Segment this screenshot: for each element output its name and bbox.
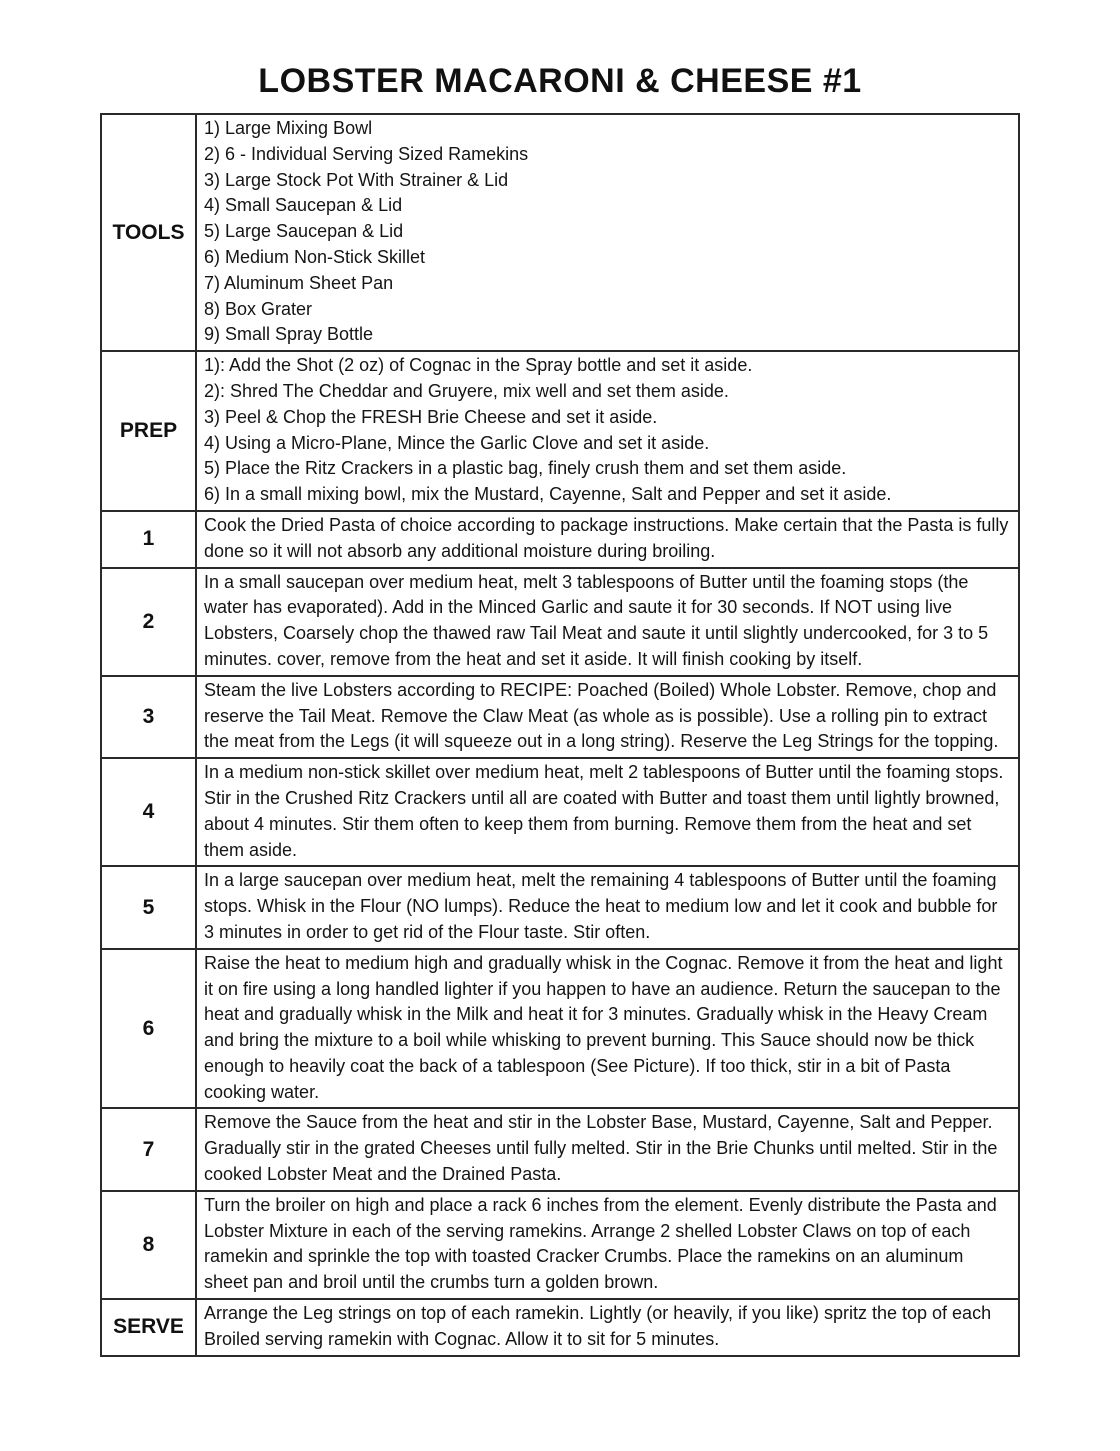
row-label: TOOLS	[102, 115, 197, 350]
recipe-row-serve	[102, 1300, 1018, 1355]
row-content: Raise the heat to medium high and gradually whisk in the Cognac. Remove it from the heat and light it on fire using a long handled lighter if you happen to have an audience. Return the saucepan to the heat and gradually whisk in the Milk and heat it for 3 minutes. Gradually whisk in the Heavy Cream and bring the mixture to a boil while whisking to prevent burning. This Sauce should now be thick enough to heavily coat the back of a tablespoon (See Picture). If too thick, stir in a bit of Pasta cooking water.	[204, 952, 1003, 1102]
row-content	[197, 352, 1018, 510]
list-line: 2) 6 - Individual Serving Sized Ramekins	[204, 143, 529, 164]
list-line: 6) In a small mixing bowl, mix the Mustard, Cayenne, Salt and Pepper and set it aside.	[204, 484, 892, 505]
recipe-row-tools	[102, 115, 1018, 352]
row-label: SERVE	[102, 1300, 197, 1355]
list-line: 5) Place the Ritz Crackers in a plastic bag, finely crush them and set them aside.	[204, 458, 847, 479]
list-line: 4) Using a Micro-Plane, Mince the Garlic Clove and set it aside.	[204, 432, 710, 453]
recipe-row-4	[102, 759, 1018, 867]
recipe-row-6	[102, 950, 1018, 1110]
row-content: In a small saucepan over medium heat, melt 3 tablespoons of Butter until the foaming stops (the water has evaporated). Add in the Minced Garlic and saute it for 30 seconds. If NOT using live Lobsters, Coarsely chop the thawed raw Tail Meat and saute it until slightly undercooked, for 3 to 5 minutes. cover, remove from the heat and set it aside. It will finish cooking by itself.	[204, 571, 989, 669]
row-content: Cook the Dried Pasta of choice according to package instructions. Make certain that the Pasta is fully done so it will not absorb any additional moisture during broiling.	[204, 514, 1009, 561]
recipe-row-2	[102, 569, 1018, 677]
recipe-row-3	[102, 677, 1018, 759]
list-line: 8) Box Grater	[204, 298, 313, 319]
list-line: 2): Shred The Cheddar and Gruyere, mix well and set them aside.	[204, 380, 729, 401]
row-content: Remove the Sauce from the heat and stir in the Lobster Base, Mustard, Cayenne, Salt and Pepper. Gradually stir in the grated Cheeses until fully melted. Stir in the Brie Chunks until melted. Stir in the cooked Lobster Meat and the Drained Pasta.	[204, 1112, 998, 1185]
row-label: 4	[102, 759, 197, 865]
recipe-row-7	[102, 1109, 1018, 1191]
recipe-row-8	[102, 1192, 1018, 1300]
row-content: In a large saucepan over medium heat, melt the remaining 4 tablespoons of Butter until the foaming stops. Whisk in the Flour (NO lumps). Reduce the heat to medium low and let it cook and bubble for 3 minutes in order to get rid of the Flour taste. Stir often.	[204, 870, 998, 942]
recipe-row-5	[102, 867, 1018, 949]
list-line: 7) Aluminum Sheet Pan	[204, 272, 394, 293]
list-line: 4) Small Saucepan & Lid	[204, 195, 403, 216]
row-content	[197, 115, 1018, 350]
list-line: 9) Small Spray Bottle	[204, 324, 374, 345]
recipe-row-prep	[102, 352, 1018, 512]
row-content: Steam the live Lobsters according to RECIPE: Poached (Boiled) Whole Lobster. Remove, chop and reserve the Tail Meat. Remove the Claw Meat (as whole as is possible). Use a rolling pin to extract the meat from the Legs (it will squeeze out in a long string). Reserve the Leg Strings for the topping.	[204, 679, 999, 752]
row-content: Arrange the Leg strings on top of each ramekin. Lightly (or heavily, if you like) spritz the top of each Broiled serving ramekin with Cognac. Allow it to sit for 5 minutes.	[204, 1303, 992, 1349]
list-line: 5) Large Saucepan & Lid	[204, 221, 404, 242]
row-label: 1	[102, 512, 197, 567]
recipe-row-1	[102, 512, 1018, 569]
row-label: 5	[102, 867, 197, 947]
row-label: 8	[102, 1192, 197, 1298]
row-label: 7	[102, 1109, 197, 1189]
row-label: 6	[102, 950, 197, 1108]
row-label: 2	[102, 569, 197, 675]
row-content: In a medium non-stick skillet over medium heat, melt 2 tablespoons of Butter until the foaming stops. Stir in the Crushed Ritz Crackers until all are coated with Butter and toast them until lightly browned, about 4 minutes. Stir them often to keep them from burning. Remove them from the heat and set them aside.	[204, 762, 1004, 860]
list-line: 3) Large Stock Pot With Strainer & Lid	[204, 169, 509, 190]
row-label: 3	[102, 677, 197, 757]
list-line: 6) Medium Non-Stick Skillet	[204, 246, 426, 267]
recipe-table	[100, 113, 1020, 1357]
page-title: LOBSTER MACARONI & CHEESE #1	[258, 62, 862, 100]
list-line: 1) Large Mixing Bowl	[204, 118, 373, 138]
list-line: 3) Peel & Chop the FRESH Brie Cheese and set it aside.	[204, 406, 658, 427]
row-content: Turn the broiler on high and place a rack 6 inches from the element. Evenly distribute the Pasta and Lobster Mixture in each of the serving ramekins. Arrange 2 shelled Lobster Claws on top of each ramekin and sprinkle the top with toasted Cracker Crumbs. Place the ramekins on an aluminum sheet pan and broil until the crumbs turn a golden brown.	[204, 1194, 997, 1293]
row-label: PREP	[102, 352, 197, 510]
list-line: 1): Add the Shot (2 oz) of Cognac in the Spray bottle and set it aside.	[204, 355, 753, 376]
